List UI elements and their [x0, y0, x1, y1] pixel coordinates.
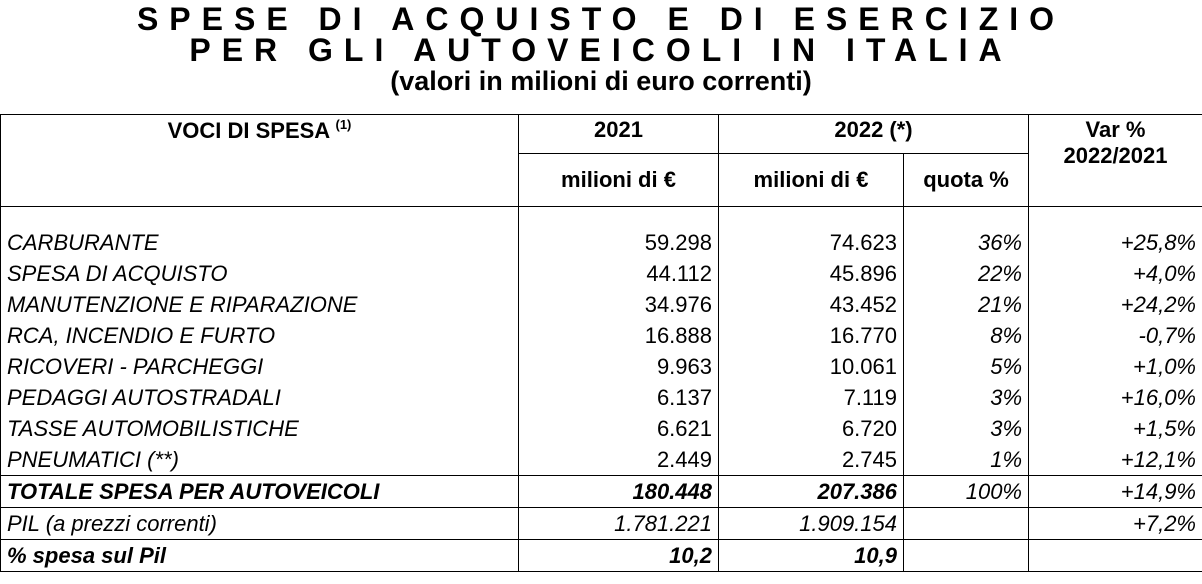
row-label: SPESA DI ACQUISTO: [1, 258, 519, 289]
header-voci: VOCI DI SPESA $^{(1)}$: [1, 115, 519, 207]
row-quota: 3%: [904, 413, 1029, 444]
total-2021: 180.448: [519, 476, 719, 508]
pil-label: PIL (a prezzi correnti): [1, 508, 519, 540]
header-milioni-2021: milioni di €: [519, 154, 719, 207]
row-var: +12,1%: [1029, 444, 1202, 476]
total-row: [1, 476, 1202, 508]
table-row: [1, 382, 1202, 413]
header-2022: 2022 (*): [719, 115, 1029, 154]
table-row: [1, 227, 1202, 258]
row-quota: 1%: [904, 444, 1029, 476]
header-2021: 2021: [519, 115, 719, 154]
row-quota: 21%: [904, 289, 1029, 320]
row-quota: 22%: [904, 258, 1029, 289]
row-var: +1,0%: [1029, 351, 1202, 382]
spacer-row: [1, 207, 1202, 228]
total-label: TOTALE SPESA PER AUTOVEICOLI: [1, 476, 519, 508]
row-var: +16,0%: [1029, 382, 1202, 413]
table-row: [1, 258, 1202, 289]
row-value-2021: 34.976: [519, 289, 719, 320]
header-milioni-2022: milioni di €: [719, 154, 904, 207]
row-quota: 8%: [904, 320, 1029, 351]
row-value-2022: 43.452: [719, 289, 904, 320]
pct-var: [1029, 540, 1202, 572]
row-value-2021: 6.137: [519, 382, 719, 413]
row-value-2022: 16.770: [719, 320, 904, 351]
row-label: MANUTENZIONE E RIPARAZIONE: [1, 289, 519, 320]
row-value-2021: 9.963: [519, 351, 719, 382]
row-value-2022: 45.896: [719, 258, 904, 289]
total-var: +14,9%: [1029, 476, 1202, 508]
header-row-1: [1, 115, 1202, 154]
total-quota: 100%: [904, 476, 1029, 508]
row-label: PNEUMATICI (**): [1, 444, 519, 476]
row-value-2021: 6.621: [519, 413, 719, 444]
header-var: Var % 2022/2021: [1029, 115, 1202, 207]
row-var: -0,7%: [1029, 320, 1202, 351]
row-value-2022: 10.061: [719, 351, 904, 382]
row-label: CARBURANTE: [1, 227, 519, 258]
table-row: [1, 444, 1202, 476]
title-line-1: SPESE DI ACQUISTO E DI ESERCIZIO: [136, 1, 1066, 37]
row-value-2022: 2.745: [719, 444, 904, 476]
pct-2021: 10,2: [519, 540, 719, 572]
row-label: RCA, INCENDIO E FURTO: [1, 320, 519, 351]
row-quota: 3%: [904, 382, 1029, 413]
row-label: RICOVERI - PARCHEGGI: [1, 351, 519, 382]
row-var: +24,2%: [1029, 289, 1202, 320]
pil-quota: [904, 508, 1029, 540]
table-row: [1, 413, 1202, 444]
table-row: [1, 351, 1202, 382]
row-value-2022: 6.720: [719, 413, 904, 444]
pil-row: [1, 508, 1202, 540]
row-value-2022: 7.119: [719, 382, 904, 413]
header-quota: quota %: [904, 154, 1029, 207]
row-value-2021: 59.298: [519, 227, 719, 258]
pil-var: +7,2%: [1029, 508, 1202, 540]
row-label: TASSE AUTOMOBILISTICHE: [1, 413, 519, 444]
row-var: +25,8%: [1029, 227, 1202, 258]
expenses-table: [0, 114, 1202, 572]
row-value-2022: 74.623: [719, 227, 904, 258]
row-var: +1,5%: [1029, 413, 1202, 444]
table-row: [1, 289, 1202, 320]
row-value-2021: 2.449: [519, 444, 719, 476]
row-quota: 36%: [904, 227, 1029, 258]
table-row: [1, 320, 1202, 351]
pct-2022: 10,9: [719, 540, 904, 572]
row-quota: 5%: [904, 351, 1029, 382]
pil-2022: 1.909.154: [719, 508, 904, 540]
row-value-2021: 44.112: [519, 258, 719, 289]
pct-quota: [904, 540, 1029, 572]
row-value-2021: 16.888: [519, 320, 719, 351]
row-var: +4,0%: [1029, 258, 1202, 289]
row-label: PEDAGGI AUTOSTRADALI: [1, 382, 519, 413]
total-2022: 207.386: [719, 476, 904, 508]
pct-label: % spesa sul Pil: [1, 540, 519, 572]
pct-row: [1, 540, 1202, 572]
data-rows: [1, 227, 1202, 476]
pil-2021: 1.781.221: [519, 508, 719, 540]
subtitle: (valori in milioni di euro correnti): [390, 66, 812, 96]
title-line-2: PER GLI AUTOVEICOLI IN ITALIA: [189, 32, 1013, 68]
